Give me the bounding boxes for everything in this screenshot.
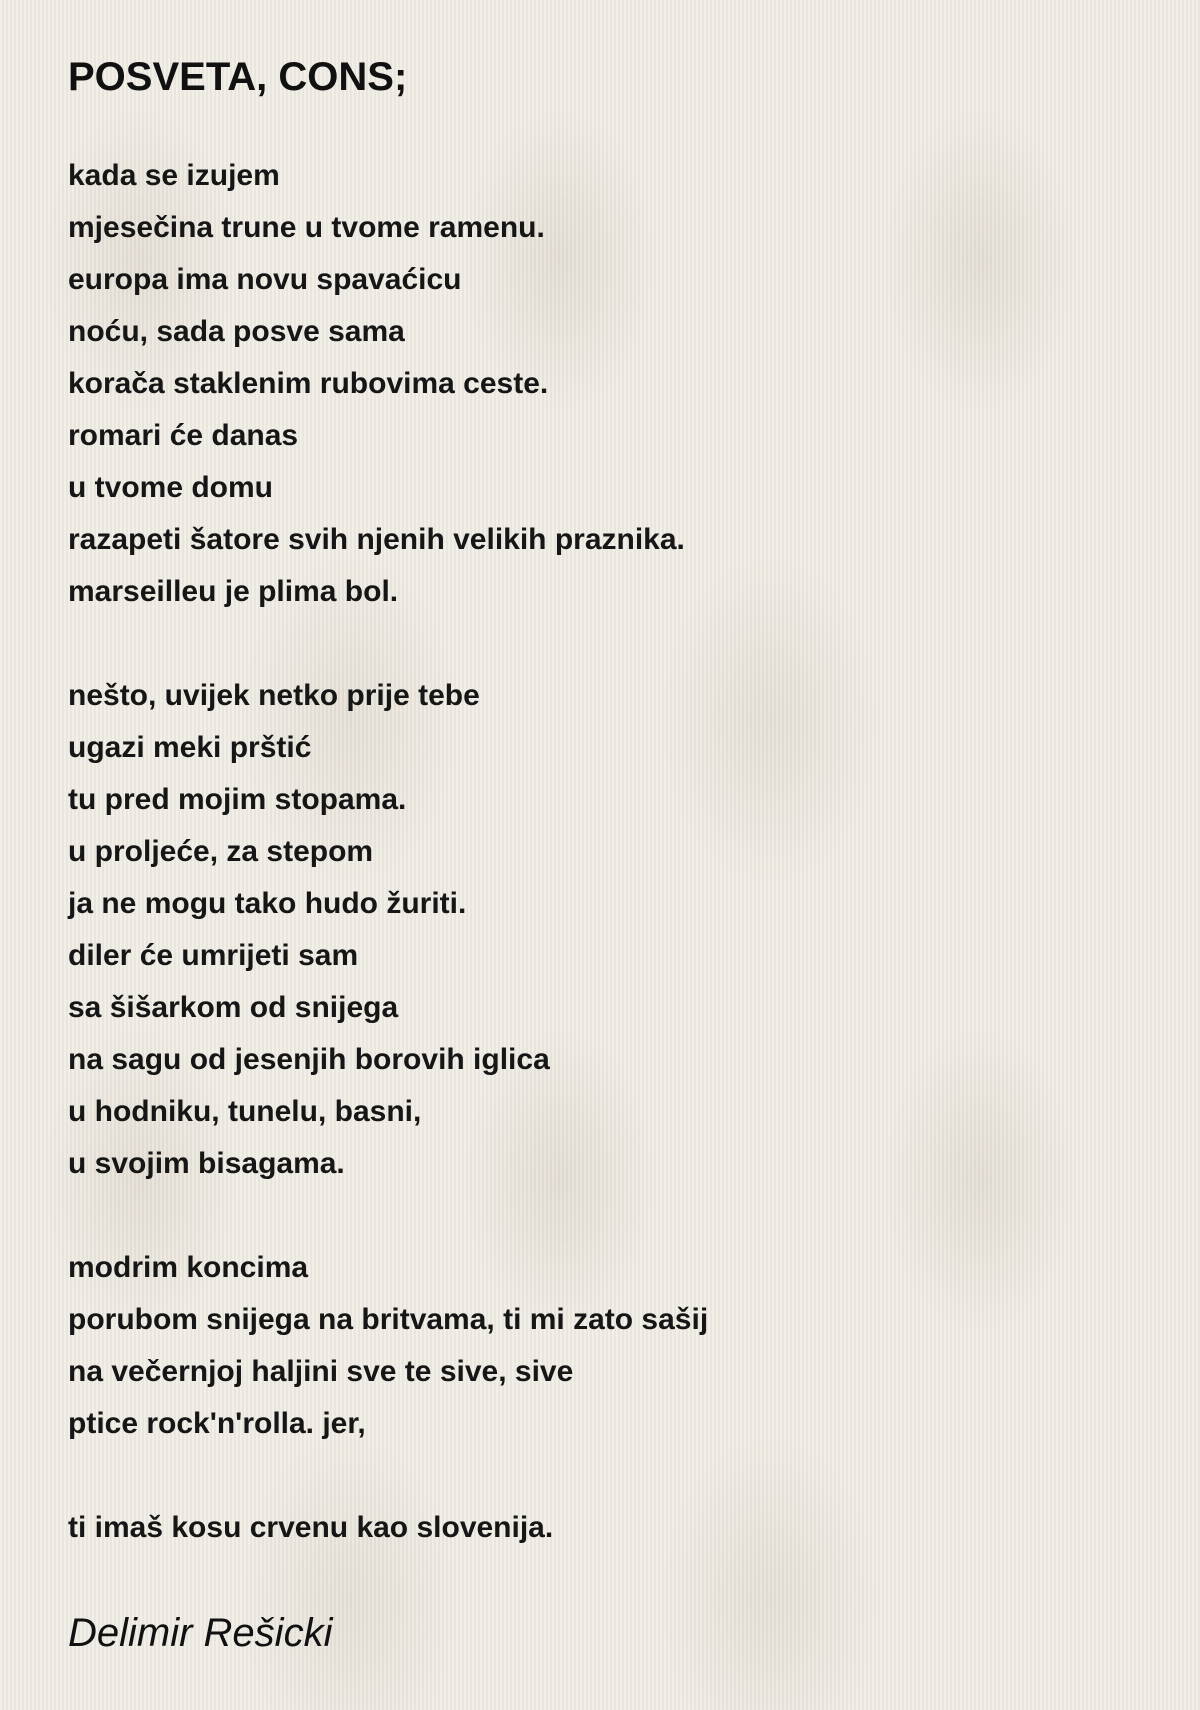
poem-line: na sagu od jesenjih borovih iglica (68, 1043, 550, 1076)
poem-line: tu pred mojim stopama. (68, 783, 407, 816)
poem-line: ti imaš kosu crvenu kao slovenija. (68, 1511, 554, 1544)
poem-line: modrim koncima (68, 1251, 309, 1284)
stanza-3 (68, 1242, 1148, 1450)
poem-line: razapeti šatore svih njenih velikih praznika. (68, 523, 685, 556)
poem-line: ugazi meki prštić (68, 731, 312, 764)
poem-line: ptice rock'n'rolla. jer, (68, 1407, 366, 1440)
poem-line: marseilleu je plima bol. (68, 575, 399, 608)
poem-line: porubom snijega na britvama, ti mi zato sašij (68, 1303, 709, 1336)
poem-line: u proljeće, za stepom (68, 835, 374, 868)
poem-author: Delimir Rešicki (68, 1611, 333, 1655)
poem-line: u svojim bisagama. (68, 1147, 345, 1180)
poem-line: korača staklenim rubovima ceste. (68, 367, 549, 400)
poem-line: romari će danas (68, 419, 299, 452)
poem-line: nešto, uvijek netko prije tebe (68, 679, 480, 712)
stanza-4 (68, 1502, 1148, 1554)
poem-line: kada se izujem (68, 159, 280, 192)
poem-line: u tvome domu (68, 471, 274, 504)
stanza-1 (68, 150, 1148, 618)
poem-line: na večernjoj haljini sve te sive, sive (68, 1355, 574, 1388)
stanza-2 (68, 670, 1148, 1190)
poem-body (68, 150, 1148, 1554)
poem-line: noću, sada posve sama (68, 315, 405, 348)
poem-line: mjesečina trune u tvome ramenu. (68, 211, 545, 244)
poem-line: diler će umrijeti sam (68, 939, 359, 972)
poem-title: POSVETA, CONS; (68, 55, 408, 99)
poem-line: sa šišarkom od snijega (68, 991, 399, 1024)
poem-line: ja ne mogu tako hudo žuriti. (68, 887, 467, 920)
poem-line: u hodniku, tunelu, basni, (68, 1095, 422, 1128)
poem-line: europa ima novu spavaćicu (68, 263, 462, 296)
